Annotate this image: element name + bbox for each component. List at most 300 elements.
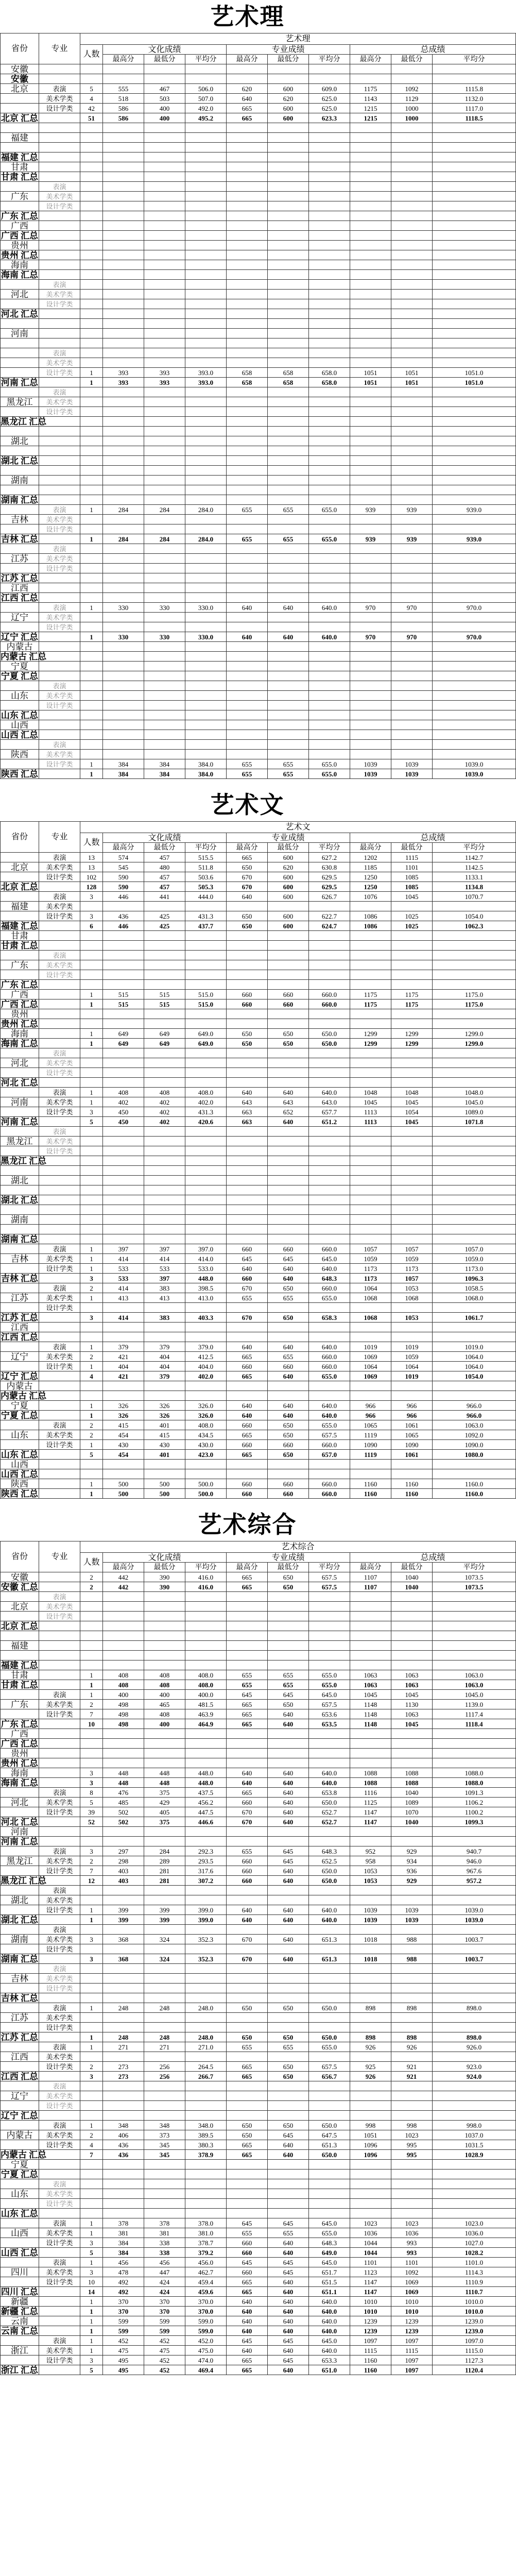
score-cell: 1019	[350, 1342, 391, 1352]
score-cell	[103, 123, 144, 133]
score-cell	[185, 1469, 227, 1479]
score-cell	[433, 1964, 516, 1974]
score-cell	[309, 387, 350, 397]
score-cell: 657.5	[309, 1700, 350, 1709]
score-cell: 1063.0	[433, 1420, 516, 1430]
score-cell	[185, 201, 227, 211]
score-cell	[80, 2023, 103, 2032]
score-cell	[433, 1176, 516, 1185]
score-cell	[185, 515, 227, 524]
score-cell	[144, 407, 185, 417]
score-cell: 655.0	[309, 2228, 350, 2238]
score-cell	[144, 1058, 185, 1068]
score-cell	[185, 270, 227, 280]
score-cell	[80, 1749, 103, 1758]
province-cell: 陕西	[1, 1479, 39, 1489]
score-cell: 655	[227, 759, 268, 769]
score-cell	[103, 671, 144, 681]
score-cell	[433, 1048, 516, 1058]
score-cell: 665	[227, 1371, 268, 1381]
score-cell	[309, 1460, 350, 1469]
score-cell: 652.5	[309, 1856, 350, 1866]
score-cell	[103, 720, 144, 730]
province-cell	[1, 2336, 39, 2346]
score-cell: 600	[268, 911, 309, 921]
score-cell	[391, 1078, 433, 1088]
score-cell	[144, 960, 185, 970]
score-cell: 1092.0	[433, 1430, 516, 1440]
table-row	[1, 1846, 516, 1856]
score-cell: 1107	[350, 1572, 391, 1582]
score-cell	[391, 2023, 433, 2032]
score-cell	[391, 1068, 433, 1078]
score-cell: 1133.1	[433, 872, 516, 882]
score-cell	[433, 476, 516, 485]
score-cell	[144, 730, 185, 740]
score-cell	[309, 309, 350, 319]
score-cell: 326.0	[185, 1401, 227, 1411]
score-cell: 640	[268, 2248, 309, 2258]
score-cell	[103, 2189, 144, 2199]
score-cell	[350, 2081, 391, 2091]
score-cell	[227, 1215, 268, 1225]
score-cell	[185, 1602, 227, 1612]
score-cell: 926	[350, 2072, 391, 2081]
score-cell	[103, 309, 144, 319]
province-cell: 河南 汇总	[1, 377, 39, 387]
score-cell: 326.0	[185, 1411, 227, 1420]
score-cell	[268, 554, 309, 564]
score-cell	[80, 260, 103, 270]
score-cell: 640.0	[309, 603, 350, 613]
score-cell: 946.0	[433, 1856, 516, 1866]
score-cell	[350, 299, 391, 309]
score-cell	[391, 720, 433, 730]
province-cell: 陕西 汇总	[1, 769, 39, 779]
score-cell: 1069	[391, 2287, 433, 2297]
score-cell	[391, 74, 433, 84]
score-cell: 993	[391, 2238, 433, 2248]
score-cell	[144, 1185, 185, 1195]
score-cell	[391, 544, 433, 554]
score-cell: 645.0	[309, 2218, 350, 2228]
summary-row	[1, 152, 516, 162]
province-cell: 辽宁	[1, 2091, 39, 2101]
score-cell: 4	[80, 1371, 103, 1381]
score-cell	[350, 902, 391, 911]
score-cell: 3	[80, 1778, 103, 1788]
table-row	[1, 1895, 516, 1905]
score-cell: 1115.8	[433, 84, 516, 94]
score-cell	[309, 1739, 350, 1749]
score-cell	[391, 902, 433, 911]
province-cell: 海南 汇总	[1, 1038, 39, 1048]
score-cell	[433, 290, 516, 299]
score-cell	[391, 260, 433, 270]
score-cell: 456.2	[185, 1798, 227, 1807]
major-cell	[39, 495, 80, 505]
major-cell	[39, 162, 80, 172]
table-row	[1, 436, 516, 446]
score-cell	[433, 2091, 516, 2101]
score-cell	[268, 2179, 309, 2189]
province-cell: 山西 汇总	[1, 2247, 39, 2258]
province-cell: 湖南 汇总	[1, 1954, 39, 1964]
score-cell	[103, 319, 144, 329]
score-cell	[350, 1660, 391, 1670]
score-cell: 414	[103, 1283, 144, 1293]
score-cell: 660	[227, 1876, 268, 1886]
score-cell	[433, 182, 516, 192]
score-cell	[268, 2199, 309, 2209]
score-cell	[227, 2052, 268, 2062]
score-cell	[144, 573, 185, 583]
score-cell	[268, 1974, 309, 1984]
score-cell	[144, 1621, 185, 1631]
major-cell: 表演	[39, 280, 80, 290]
score-cell	[309, 730, 350, 740]
score-cell: 555	[103, 84, 144, 94]
score-cell	[268, 1758, 309, 1768]
score-cell: 1027.0	[433, 2238, 516, 2248]
score-cell: 640	[268, 2316, 309, 2326]
score-cell	[433, 427, 516, 436]
score-cell: 939	[391, 534, 433, 544]
score-cell	[144, 162, 185, 172]
major-cell	[39, 573, 80, 583]
province-cell	[1, 872, 39, 882]
score-cell	[350, 681, 391, 691]
score-cell: 1	[80, 632, 103, 642]
score-cell: 651.2	[309, 1117, 350, 1127]
score-cell	[433, 2052, 516, 2062]
score-cell: 898.0	[433, 2003, 516, 2013]
avg-header: 平均分	[433, 55, 516, 64]
score-cell	[268, 290, 309, 299]
score-cell: 3	[80, 2072, 103, 2081]
major-cell: 设计学类	[39, 1146, 80, 1156]
score-cell	[309, 485, 350, 495]
score-cell	[309, 1048, 350, 1058]
province-cell	[1, 299, 39, 309]
score-cell	[391, 671, 433, 681]
score-cell	[309, 1391, 350, 1401]
score-cell	[103, 1739, 144, 1749]
score-cell	[391, 1205, 433, 1215]
score-cell: 1113	[350, 1107, 391, 1117]
score-cell	[268, 250, 309, 260]
major-cell	[39, 250, 80, 260]
score-cell	[144, 1156, 185, 1166]
score-cell: 1039	[391, 1915, 433, 1925]
score-cell: 1039.0	[433, 1915, 516, 1925]
score-cell	[391, 980, 433, 990]
table-row	[1, 201, 516, 211]
score-cell	[268, 397, 309, 407]
score-cell: 379.0	[185, 1342, 227, 1352]
table-row	[1, 143, 516, 152]
score-cell	[144, 671, 185, 681]
score-cell	[144, 1944, 185, 1954]
score-cell	[391, 280, 433, 290]
score-cell	[144, 172, 185, 182]
major-cell	[39, 671, 80, 681]
table-row	[1, 1612, 516, 1621]
score-cell: 474.0	[185, 2355, 227, 2365]
score-cell	[268, 750, 309, 759]
province-cell: 山西	[1, 1460, 39, 1469]
score-cell	[309, 1602, 350, 1612]
score-cell: 1039	[391, 759, 433, 769]
score-cell: 665	[227, 1788, 268, 1798]
score-cell: 629.5	[309, 872, 350, 882]
score-cell	[350, 662, 391, 671]
score-cell	[433, 1166, 516, 1176]
major-cell: 设计学类	[39, 299, 80, 309]
score-cell	[268, 1631, 309, 1641]
score-cell	[391, 593, 433, 603]
score-cell: 1064.0	[433, 1362, 516, 1371]
score-cell: 3	[80, 1313, 103, 1323]
score-cell	[309, 2091, 350, 2101]
score-cell	[185, 1749, 227, 1758]
score-cell: 998	[391, 2121, 433, 2130]
major-cell: 表演	[39, 2081, 80, 2091]
score-cell	[268, 299, 309, 309]
score-cell	[144, 2170, 185, 2179]
province-cell: 广西	[1, 1729, 39, 1739]
score-cell: 649.0	[185, 1029, 227, 1039]
score-cell: 652	[268, 1107, 309, 1117]
table-row	[1, 1146, 516, 1156]
score-cell	[391, 515, 433, 524]
score-cell: 456	[144, 2258, 185, 2267]
province-cell: 甘肃	[1, 162, 39, 172]
score-cell: 330	[103, 603, 144, 613]
major-cell	[39, 74, 80, 84]
province-cell: 海南 汇总	[1, 1777, 39, 1788]
score-cell: 3	[80, 892, 103, 902]
score-cell	[144, 1391, 185, 1401]
score-cell	[80, 583, 103, 593]
score-cell	[144, 1984, 185, 1993]
score-cell	[144, 1749, 185, 1758]
score-cell	[185, 123, 227, 133]
summary-row	[1, 2170, 516, 2179]
score-cell	[350, 1303, 391, 1313]
score-cell: 660.0	[309, 1489, 350, 1499]
score-cell	[268, 1739, 309, 1749]
score-cell	[350, 652, 391, 662]
province-cell	[1, 1651, 39, 1660]
province-cell	[1, 1127, 39, 1137]
score-cell: 657.5	[309, 2062, 350, 2072]
score-cell: 1101	[391, 862, 433, 872]
score-cell: 1142.7	[433, 853, 516, 862]
province-cell: 海南	[1, 1768, 39, 1778]
province-cell	[1, 1225, 39, 1234]
score-cell: 1088	[350, 1778, 391, 1788]
score-cell	[80, 1612, 103, 1621]
table-row	[1, 2160, 516, 2170]
score-cell	[185, 1460, 227, 1469]
table-row	[1, 476, 516, 485]
score-cell: 437.5	[185, 1788, 227, 1798]
score-cell	[80, 564, 103, 573]
score-cell	[268, 652, 309, 662]
score-cell	[268, 515, 309, 524]
score-cell	[227, 652, 268, 662]
summary-row	[1, 921, 516, 931]
score-cell	[144, 456, 185, 466]
score-cell	[80, 64, 103, 74]
major-cell	[39, 1185, 80, 1195]
score-cell	[227, 1381, 268, 1391]
score-cell: 1057	[350, 1244, 391, 1254]
province-cell: 湖北 汇总	[1, 1195, 39, 1205]
table-row	[1, 338, 516, 348]
score-cell	[80, 1660, 103, 1670]
major-cell: 美术学类	[39, 1700, 80, 1709]
score-cell: 248	[103, 2003, 144, 2013]
summary-row	[1, 1450, 516, 1460]
score-cell	[433, 446, 516, 456]
summary-row	[1, 2209, 516, 2218]
score-cell: 645	[268, 2336, 309, 2346]
summary-row	[1, 1019, 516, 1029]
score-cell	[227, 427, 268, 436]
province-cell: 福建 汇总	[1, 921, 39, 931]
score-cell	[391, 1185, 433, 1195]
score-cell: 384	[103, 2248, 144, 2258]
score-cell: 1073.5	[433, 1572, 516, 1582]
score-cell: 655	[268, 2228, 309, 2238]
score-cell: 415	[103, 1420, 144, 1430]
avg-header: 平均分	[185, 1563, 227, 1572]
score-cell	[227, 1205, 268, 1215]
province-cell	[1, 358, 39, 368]
summary-row	[1, 671, 516, 681]
score-cell	[103, 2160, 144, 2170]
province-cell: 吉林	[1, 1254, 39, 1264]
score-cell: 1175	[391, 999, 433, 1009]
score-cell: 655	[268, 1670, 309, 1680]
score-cell	[433, 750, 516, 759]
min-header: 最低分	[144, 1563, 185, 1572]
score-cell: 448	[103, 1768, 144, 1778]
score-cell: 14	[80, 2287, 103, 2297]
score-cell	[350, 456, 391, 466]
score-cell: 402	[103, 1097, 144, 1107]
score-cell	[433, 1641, 516, 1651]
min-header: 最低分	[144, 55, 185, 64]
score-cell	[185, 662, 227, 671]
score-cell	[350, 613, 391, 622]
score-cell	[144, 221, 185, 231]
province-cell	[1, 2081, 39, 2091]
score-table	[0, 821, 516, 1499]
score-cell: 390	[144, 1572, 185, 1582]
score-cell	[309, 1592, 350, 1602]
score-cell	[433, 941, 516, 951]
score-cell: 1125	[350, 1798, 391, 1807]
score-cell: 545	[103, 862, 144, 872]
major-cell: 表演	[39, 2218, 80, 2228]
province-cell	[1, 143, 39, 152]
score-cell	[185, 1886, 227, 1895]
table-row	[1, 1058, 516, 1068]
score-cell	[144, 622, 185, 632]
score-cell	[227, 951, 268, 960]
score-cell	[391, 1146, 433, 1156]
score-cell	[268, 2111, 309, 2121]
score-cell	[350, 1146, 391, 1156]
score-cell	[103, 1729, 144, 1739]
table-row	[1, 1798, 516, 1807]
province-cell: 河北 汇总	[1, 309, 39, 319]
major-cell: 设计学类	[39, 2140, 80, 2150]
score-cell	[144, 902, 185, 911]
table-row	[1, 260, 516, 270]
score-cell	[433, 1323, 516, 1332]
score-cell: 655	[268, 534, 309, 544]
score-cell: 1090	[391, 1440, 433, 1450]
score-cell	[391, 241, 433, 250]
major-cell: 美术学类	[39, 1974, 80, 1984]
score-cell: 1	[80, 1915, 103, 1925]
score-cell: 640.0	[309, 1768, 350, 1778]
score-cell	[144, 1078, 185, 1088]
score-cell	[227, 1729, 268, 1739]
score-cell	[433, 260, 516, 270]
score-cell	[309, 524, 350, 534]
score-cell	[268, 348, 309, 358]
score-cell: 397.0	[185, 1244, 227, 1254]
score-cell	[433, 397, 516, 407]
score-cell: 924.0	[433, 2072, 516, 2081]
major-cell	[39, 632, 80, 642]
table-row	[1, 2336, 516, 2346]
score-cell	[227, 1886, 268, 1895]
province-cell	[1, 1342, 39, 1352]
province-cell: 江西	[1, 1323, 39, 1332]
score-cell	[391, 691, 433, 701]
score-cell	[433, 1460, 516, 1469]
score-cell	[391, 1729, 433, 1739]
score-cell: 640.0	[309, 1342, 350, 1352]
score-cell	[350, 64, 391, 74]
score-cell: 383	[144, 1283, 185, 1293]
score-cell: 284	[103, 505, 144, 515]
score-cell	[185, 143, 227, 152]
score-cell: 1239	[391, 2316, 433, 2326]
score-cell: 1142.5	[433, 862, 516, 872]
section-spacer	[0, 779, 495, 788]
score-cell: 39	[80, 1807, 103, 1817]
score-cell: 643.0	[309, 1097, 350, 1107]
score-cell	[103, 515, 144, 524]
score-cell	[185, 2199, 227, 2209]
major-cell	[39, 1234, 80, 1244]
score-cell: 384	[103, 769, 144, 779]
score-cell: 1039.0	[433, 759, 516, 769]
score-cell	[227, 172, 268, 182]
major-cell	[39, 309, 80, 319]
province-cell	[1, 1185, 39, 1195]
score-cell	[268, 1886, 309, 1895]
score-cell	[309, 407, 350, 417]
score-cell	[80, 2013, 103, 2023]
